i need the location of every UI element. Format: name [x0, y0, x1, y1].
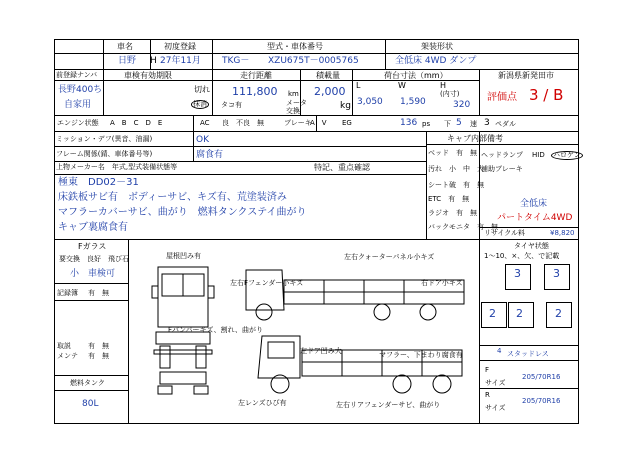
mission-value: OK	[196, 135, 209, 145]
tire-front-label: F	[485, 366, 490, 374]
mileage-unit: km	[288, 90, 299, 98]
plate-use: 自家用	[64, 100, 92, 110]
plate-label: 前登録ナンバ	[56, 71, 98, 79]
frame-value: 腐食有	[196, 150, 224, 160]
truck-top-side-view	[242, 262, 470, 324]
dim-w-value: 1,590	[400, 97, 426, 107]
tire-front-left-value: 3	[514, 267, 521, 280]
first-reg-label: 初度登録	[164, 42, 196, 51]
recycle-value: ¥8,820	[550, 229, 575, 237]
aux-brake-label: 補助ブレーキ	[481, 165, 523, 173]
damage-roof: 屋根凹み有	[166, 252, 201, 260]
ac-label: AC	[200, 119, 210, 127]
hid-label: HID	[532, 151, 545, 159]
note-line-1: 極東 DD02－31	[58, 177, 139, 188]
ps-unit: ps	[422, 120, 431, 128]
maint-options: 有 無	[88, 352, 109, 360]
tire-title: タイヤ状態	[514, 242, 549, 250]
capacity-label: 積載量	[316, 71, 340, 80]
tire-rear-size-label: サイズ	[485, 404, 506, 412]
note-line-3: マフラーカバーサビ、曲がり 燃料タンクステイ曲がり	[58, 207, 307, 218]
cabin-title: キャブ内部	[447, 134, 487, 143]
tire-front-right-value: 3	[553, 267, 560, 280]
tire-legend: 1〜10、×、欠、で記載	[484, 252, 560, 260]
damage-muffler: マフラー、下まわり腐食有	[379, 351, 463, 359]
record-label: 記録簿	[57, 289, 78, 297]
score-label: 評価点	[487, 92, 517, 103]
model-code: TKG－	[222, 56, 250, 66]
cabin-note-2: パートタイム4WD	[497, 213, 573, 223]
dirt-row: 汚れ 小 中 大	[428, 165, 484, 173]
engine-grades: A B C D E	[110, 119, 163, 127]
meter-replace-note: メータ 交換	[286, 99, 307, 115]
frame-label: フレーム関係(錆、車体番号等)	[56, 150, 153, 158]
model-label: 型式・車体番号	[267, 42, 323, 51]
f-glass-label: Fガラス	[78, 242, 107, 251]
chassis-number: XZU675T－0005765	[268, 56, 359, 66]
ac-value: 良 不良 無	[222, 119, 264, 127]
camera-row: バックモニタ 有 無	[428, 223, 498, 231]
mission-label: ミッション・デフ(異音、油漏)	[56, 135, 153, 143]
damage-left-door: 左ドア凹み大	[300, 347, 342, 355]
remarks-title: 備考	[487, 134, 503, 143]
tire-front-size-label: サイズ	[485, 379, 506, 387]
glass-value: 小 車検可	[70, 269, 116, 279]
tire-rear-label: R	[485, 391, 490, 399]
seat-row: シート破 有 無	[428, 181, 484, 189]
headlamp-label: ヘッドランプ	[481, 151, 523, 159]
record-options: 有 無	[88, 289, 109, 297]
dims-label: 荷台寸法（mm）	[384, 71, 448, 80]
capacity-value: 2,000	[314, 85, 346, 98]
dim-h-note: (内寸)	[440, 90, 460, 98]
inspection-label: 車検有効期限	[124, 71, 172, 80]
recycle-label: リサイクル料	[484, 229, 526, 237]
fuel-label: 燃料タンク	[70, 379, 105, 387]
damage-quarter-panel: 左右クォーターパネル小キズ	[344, 253, 435, 261]
damage-front-fender: 左右Fフェンダー小キズ	[230, 279, 304, 287]
notes-label: 特記、重点確認	[314, 163, 370, 172]
damage-rear-fender: 左右リアフェンダーサビ、曲がり	[336, 401, 441, 409]
era-value: H	[150, 56, 157, 66]
key-options: 有 無	[88, 342, 109, 350]
dim-l-value: 3,050	[357, 97, 383, 107]
eg-label: EG	[342, 119, 352, 127]
body-equip-label: 上物メーカー名 年式,型式装備状態等	[56, 163, 178, 171]
tire-front-size: 205/70R16	[522, 373, 561, 381]
first-reg-value: 27年11月	[160, 56, 201, 66]
key-label: 取説	[57, 342, 71, 350]
tire-spec: スタッドレス	[507, 350, 549, 358]
fuel-value: 80L	[82, 399, 99, 409]
meter-status: 抹消	[193, 100, 207, 108]
radio-row: ラジオ 有 無	[428, 209, 477, 217]
etc-row: ETC 有 無	[428, 195, 470, 203]
ps-value: 136	[400, 118, 418, 128]
truck-bottom-side-view	[242, 330, 470, 400]
dim-w-label: W	[398, 81, 406, 90]
brake-value: A V	[310, 119, 327, 127]
bed-row: ベッド 有 無	[428, 149, 477, 157]
cabin-note-1: 全低床	[520, 199, 548, 209]
dim-h-value: 320	[453, 100, 471, 110]
venue-label: 新潟県新発田市	[498, 71, 554, 80]
note-line-2: 床鉄板サビ有 ボディーサビ、キズ有、荒塗装済み	[58, 192, 287, 203]
tire-rear-mid-value: 2	[516, 307, 523, 320]
spare-tire-value: 4	[497, 347, 502, 355]
mileage-value: 111,800	[232, 85, 278, 98]
score-value: 3 / B	[529, 86, 564, 104]
dim-l-label: L	[356, 81, 361, 90]
inspection-value: 切れ	[194, 85, 210, 94]
engine-label: エンジン状態	[57, 119, 99, 127]
tire-rear-size: 205/70R16	[522, 397, 561, 405]
maker-label: 車名	[117, 42, 133, 51]
halogen-label: ハロゲン	[553, 151, 581, 159]
maker-value: 日野	[118, 56, 137, 66]
pedal-label: ペダル	[495, 120, 516, 128]
tire-rear-left-value: 2	[489, 307, 496, 320]
tire-rear-right-value: 2	[555, 307, 562, 320]
body-label: 架装形状	[421, 42, 453, 51]
note-line-4: キャブ裏腐食有	[58, 222, 128, 233]
damage-lens: 左レンズひび有	[238, 399, 287, 407]
damage-right-door: 右ドア小キズ	[421, 279, 463, 287]
maint-label: メンテ	[57, 352, 78, 360]
body-type-value: 全低床 4WD ダンプ	[395, 56, 477, 66]
brake-label: ブレーキ	[284, 119, 312, 127]
trans-label: 下	[444, 120, 451, 128]
tacho-note: タコ有	[221, 101, 242, 109]
damage-front-bumper: Fバンパーキズ、割れ、曲がり	[168, 326, 264, 334]
plate-value: 長野400ち	[58, 85, 103, 95]
mileage-label: 走行距離	[240, 71, 272, 80]
shift-label: 速	[470, 120, 477, 128]
glass-options: 要交換 良好 飛び石	[59, 255, 129, 263]
trans-value: 5	[456, 118, 462, 128]
dim-h-label: H	[440, 81, 447, 90]
shift-value: 3	[484, 118, 490, 128]
capacity-unit: kg	[340, 101, 351, 111]
